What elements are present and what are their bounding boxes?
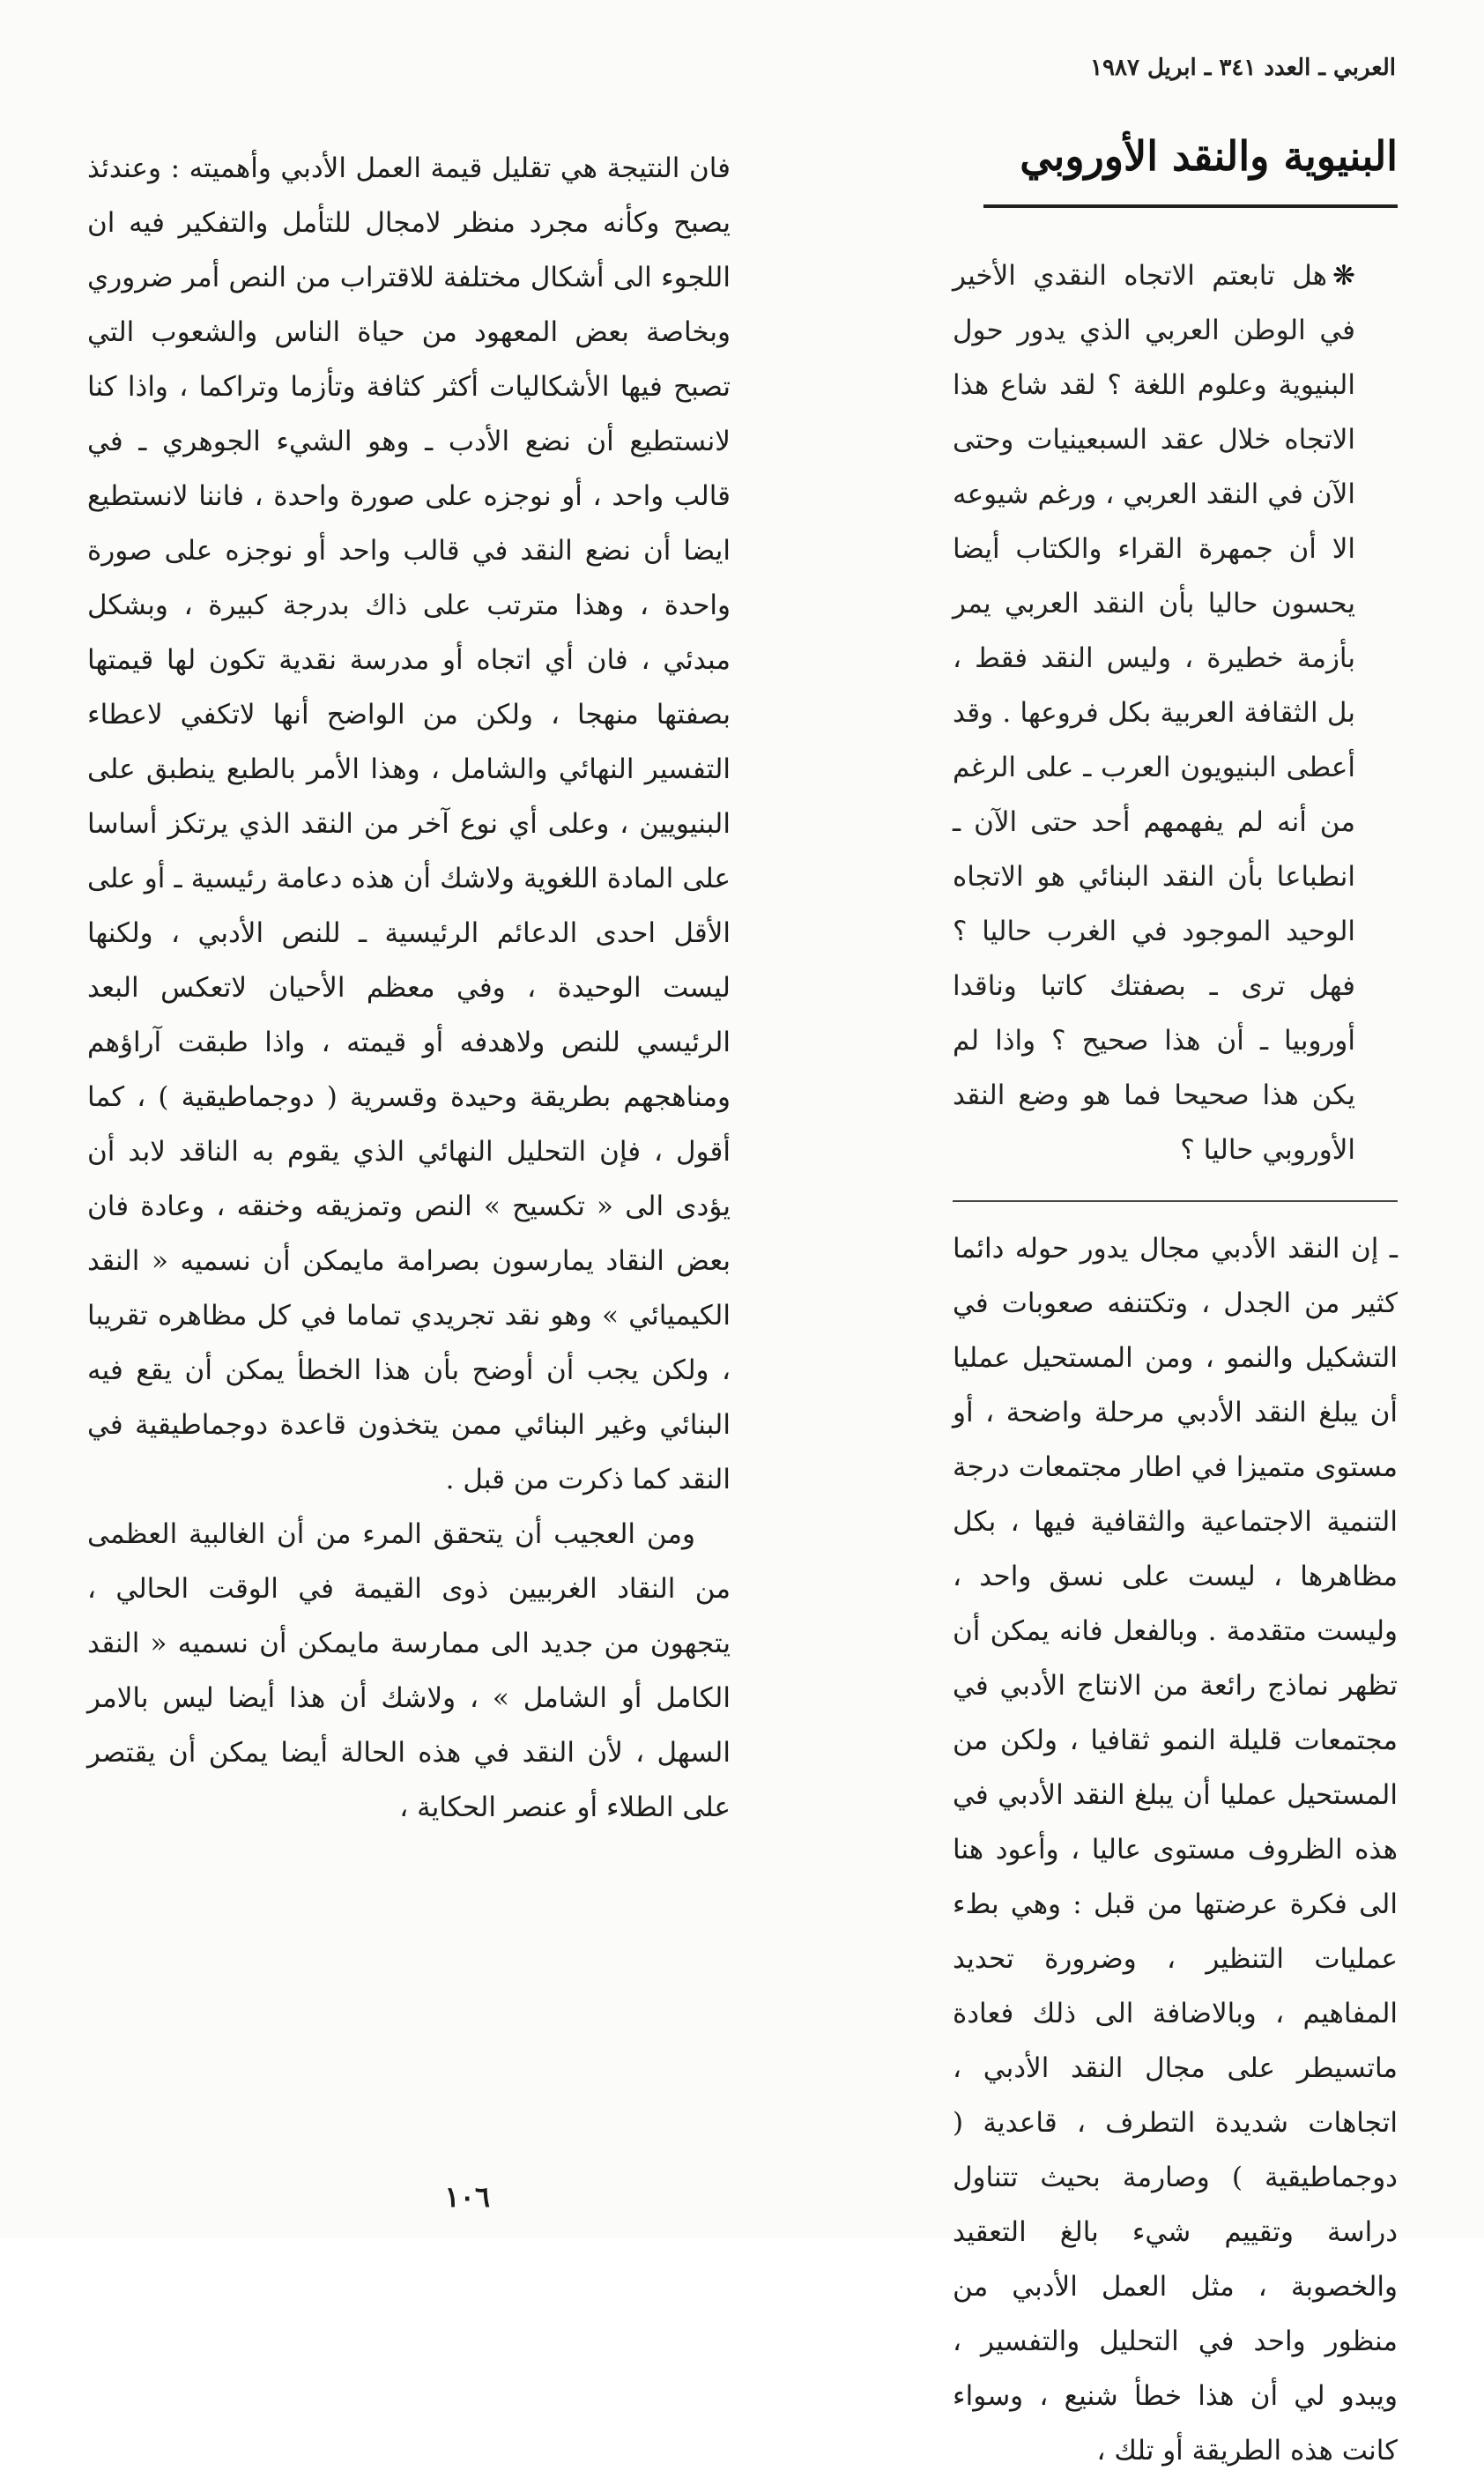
asterisk-icon: ❋ (1332, 260, 1355, 292)
left-column (87, 141, 731, 1835)
running-head: العربي ـ العدد ٣٤١ ـ ابريل ١٩٨٧ (1090, 55, 1396, 81)
question-divider (953, 1200, 1398, 1202)
page-number: ١٠٦ (444, 2180, 490, 2214)
article-title: البنيوية والنقد الأوروبي (1020, 132, 1398, 180)
question-text: هل تابعتم الاتجاه النقدي الأخير في الوطن العربي الذي يدور حول البنيوية وعلوم اللغة ؟ لقد شاع هذا الاتجاه خلال عقد السبعينيات وحتى الآن في النقد العربي ، ورغم شيوعه الا أن جمهرة القراء والكتاب أيضا يحسون حاليا بأن النقد العربي يمر بأزمة خطيرة ، وليس النقد فقط ، بل الثقافة العربية بكل فروعها . وقد أعطى البنيويون العرب ـ على الرغم من أنه لم يفهمهم أحد حتى الآن ـ انطباعا بأن النقد البنائي هو الاتجاه الوحيد الموجود في الغرب حاليا ؟ فهل ترى ـ بصفتك كاتبا وناقدا أوروبيا ـ أن هذا صحيح ؟ واذا لم يكن هذا صحيحا فما هو وضع النقد الأوروبي حاليا ؟ (953, 260, 1355, 1166)
body-paragraph: ومن العجيب أن يتحقق المرء من أن الغالبية العظمى من النقاد الغربيين ذوى القيمة في الوقت الحالي ، يتجهون من جديد الى ممارسة مايمكن أن نسميه « النقد الكامل أو الشامل » ، ولاشك أن هذا أيضا ليس بالامر السهل ، لأن النقد في هذه الحالة أيضا يمكن أن يقتصر على الطلاء أو عنصر الحكاية ، (87, 1518, 731, 1823)
title-underline (983, 204, 1398, 208)
right-column (953, 249, 1398, 2478)
body-paragraph: فان النتيجة هي تقليل قيمة العمل الأدبي وأهميته : وعندئذ يصبح وكأنه مجرد منظر لامجال للتأمل والتفكير فيه ان اللجوء الى أشكال مختلفة للاقتراب من النص أمر ضروري وبخاصة بعض المعهود من حياة الناس والشعوب التي تصبح فيها الأشكاليات أكثر كثافة وتأزما وتراكما ، واذا كنا لانستطيع أن نضع الأدب ـ وهو الشيء الجوهري ـ في قالب واحد ، أو نوجزه على صورة واحدة ، فاننا لانستطيع ايضا أن نضع النقد في قالب واحد أو نوجزه على صورة واحدة ، وهذا مترتب على ذاك بدرجة كبيرة ، وبشكل مبدئي ، فان أي اتجاه أو مدرسة نقدية تكون لها قيمتها بصفتها منهجا ، ولكن من الواضح أنها لاتكفي لاعطاء التفسير النهائي والشامل ، وهذا الأمر بالطبع ينطبق على البنيويين ، وعلى أي نوع آخر من النقد الذي يرتكز أساسا على المادة اللغوية ولاشك أن هذه دعامة رئيسية ـ أو على الأقل احدى الدعائم الرئيسية ـ للنص الأدبي ، ولكنها ليست الوحيدة ، وفي معظم الأحيان لاتعكس البعد الرئيسي للنص ولاهدفه أو قيمته ، واذا طبقت آراؤهم ومناهجهم بطريقة وحيدة وقسرية ( دوجماطيقية ) ، كما أقول ، فإن التحليل النهائي الذي يقوم به الناقد لابد أن يؤدى الى « تكسيح » النص وتمزيقه وخنقه ، وعادة فان بعض النقاد يمارسون بصرامة مايمكن أن نسميه « النقد الكيميائي » وهو نقد تجريدي تماما في كل مظاهره تقريبا ، ولكن يجب أن أوضح بأن هذا الخطأ يمكن أن يقع فيه البنائي وغير البنائي ممن يتخذون قاعدة دوجماطيقية في النقد كما ذكرت من قبل . (87, 152, 731, 1495)
interview-question (953, 249, 1398, 1177)
interview-answer: ـ إن النقد الأدبي مجال يدور حوله دائما كثير من الجدل ، وتكتنفه صعوبات في التشكيل والنمو ، ومن المستحيل عمليا أن يبلغ النقد الأدبي مرحلة واضحة ، أو مستوى متميزا في اطار مجتمعات درجة التنمية الاجتماعية والثقافية فيها ، بكل مظاهرها ، ليست على نسق واحد ، وليست متقدمة . وبالفعل فانه يمكن أن تظهر نماذج رائعة من الانتاج الأدبي في مجتمعات قليلة النمو ثقافيا ، ولكن من المستحيل عمليا أن يبلغ النقد الأدبي في هذه الظروف مستوى عاليا ، وأعود هنا الى فكرة عرضتها من قبل : وهي بطء عمليات التنظير ، وضرورة تحديد المفاهيم ، وبالاضافة الى ذلك فعادة ماتسيطر على مجال النقد الأدبي ، اتجاهات شديدة التطرف ، قاعدية ( دوجماطيقية ) وصارمة بحيث تتناول دراسة وتقييم شيء بالغ التعقيد والخصوبة ، مثل العمل الأدبي من منظور واحد في التحليل والتفسير ، ويبدو لي أن هذا خطأ شنيع ، وسواء كانت هذه الطريقة أو تلك ، (953, 1233, 1398, 2467)
